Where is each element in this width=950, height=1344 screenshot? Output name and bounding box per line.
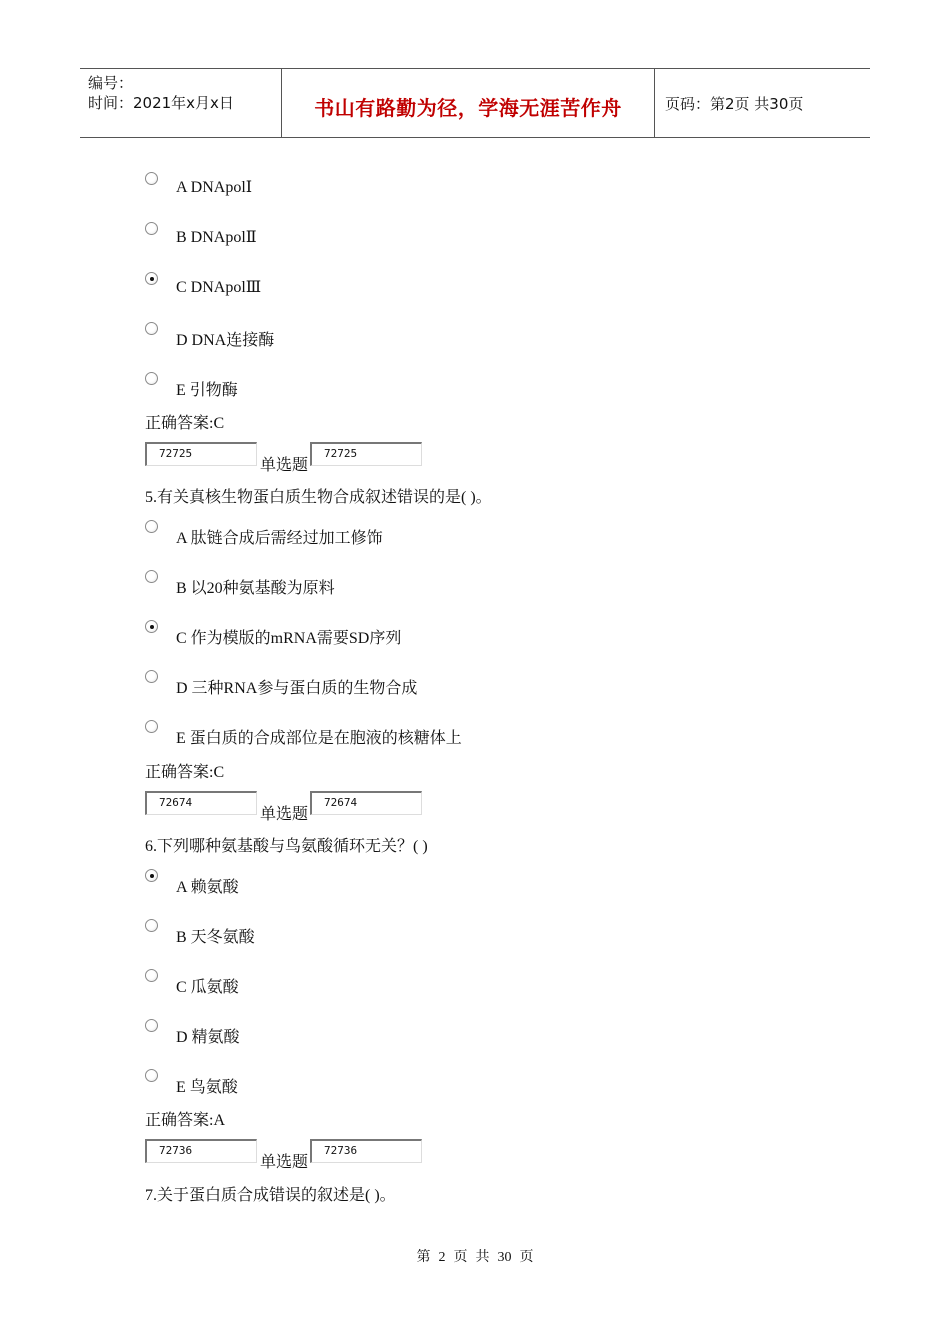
header-meta [80, 69, 281, 137]
option-label: A 赖氨酸 [176, 879, 239, 896]
option-label: B 以20种氨基酸为原料 [176, 580, 335, 597]
footer-text: 第 [416, 1250, 431, 1265]
radio-icon[interactable] [145, 222, 158, 235]
next-question-title: 7.关于蛋白质合成错误的叙述是( )。 [145, 1187, 396, 1204]
radio-icon[interactable] [145, 720, 158, 733]
radio-icon[interactable] [145, 372, 158, 385]
question-id-field-2[interactable]: 72736 [310, 1139, 422, 1163]
question-id-field[interactable]: 72674 [145, 791, 257, 815]
question-type: 单选题 [260, 457, 309, 474]
radio-checked-icon[interactable] [145, 620, 158, 633]
header-page-cell [655, 69, 870, 137]
radio-icon[interactable] [145, 919, 158, 932]
correct-answer: 正确答案:C [145, 415, 225, 432]
footer-page-number: 2 [438, 1250, 446, 1265]
option-label: E 鸟氨酸 [176, 1079, 238, 1096]
question-id-row [145, 442, 425, 474]
option-label: A 肽链合成后需经过加工修饰 [176, 530, 383, 547]
option-label: C 瓜氨酸 [176, 979, 239, 996]
question-id-field[interactable]: 72725 [145, 442, 257, 466]
question-id-field-2[interactable]: 72674 [310, 791, 422, 815]
option-label: C 作为模版的mRNA需要SD序列 [176, 630, 402, 647]
question-id-field[interactable]: 72736 [145, 1139, 257, 1163]
footer-text: 页 [519, 1250, 534, 1265]
option-label: D 精氨酸 [176, 1029, 240, 1046]
footer-text: 页 [453, 1250, 468, 1265]
radio-icon[interactable] [145, 172, 158, 185]
option-label: E 引物酶 [176, 382, 238, 399]
radio-icon[interactable] [145, 969, 158, 982]
question-type: 单选题 [260, 806, 309, 823]
footer-total-pages: 30 [497, 1250, 512, 1265]
page-footer [0, 1246, 950, 1266]
radio-icon[interactable] [145, 520, 158, 533]
option-label: B DNApolⅡ [176, 229, 257, 246]
option-label: E 蛋白质的合成部位是在胞液的核糖体上 [176, 730, 462, 747]
question-type: 单选题 [260, 1154, 309, 1171]
radio-icon[interactable] [145, 570, 158, 583]
question-id-row [145, 1139, 425, 1171]
motto: 书山有路勤为径，学海无涯苦作舟 [314, 95, 622, 120]
radio-icon[interactable] [145, 1069, 158, 1082]
question-id-field-2[interactable]: 72725 [310, 442, 422, 466]
option-label: D 三种RNA参与蛋白质的生物合成 [176, 680, 418, 697]
radio-checked-icon[interactable] [145, 869, 158, 882]
option-label: A DNApolⅠ [176, 179, 253, 196]
option-label: D DNA连接酶 [176, 332, 275, 349]
radio-icon[interactable] [145, 670, 158, 683]
option-label: C DNApolⅢ [176, 279, 262, 296]
question-id-row [145, 791, 425, 823]
page-header [80, 68, 870, 138]
radio-icon[interactable] [145, 322, 158, 335]
page-indicator: 页码：第2页 共30页 [665, 94, 804, 113]
question-title: 5.有关真核生物蛋白质生物合成叙述错误的是( )。 [145, 489, 492, 506]
correct-answer: 正确答案:C [145, 764, 225, 781]
footer-text: 共 [475, 1250, 490, 1265]
correct-answer: 正确答案:A [145, 1112, 226, 1129]
question-title: 6.下列哪种氨基酸与鸟氨酸循环无关？( ) [145, 838, 428, 855]
option-label: B 天冬氨酸 [176, 929, 255, 946]
doc-code-label: 编号： [88, 74, 134, 92]
header-motto-cell [281, 69, 655, 137]
doc-time: 时间：2021年x月x日 [88, 94, 234, 112]
radio-icon[interactable] [145, 1019, 158, 1032]
radio-checked-icon[interactable] [145, 272, 158, 285]
